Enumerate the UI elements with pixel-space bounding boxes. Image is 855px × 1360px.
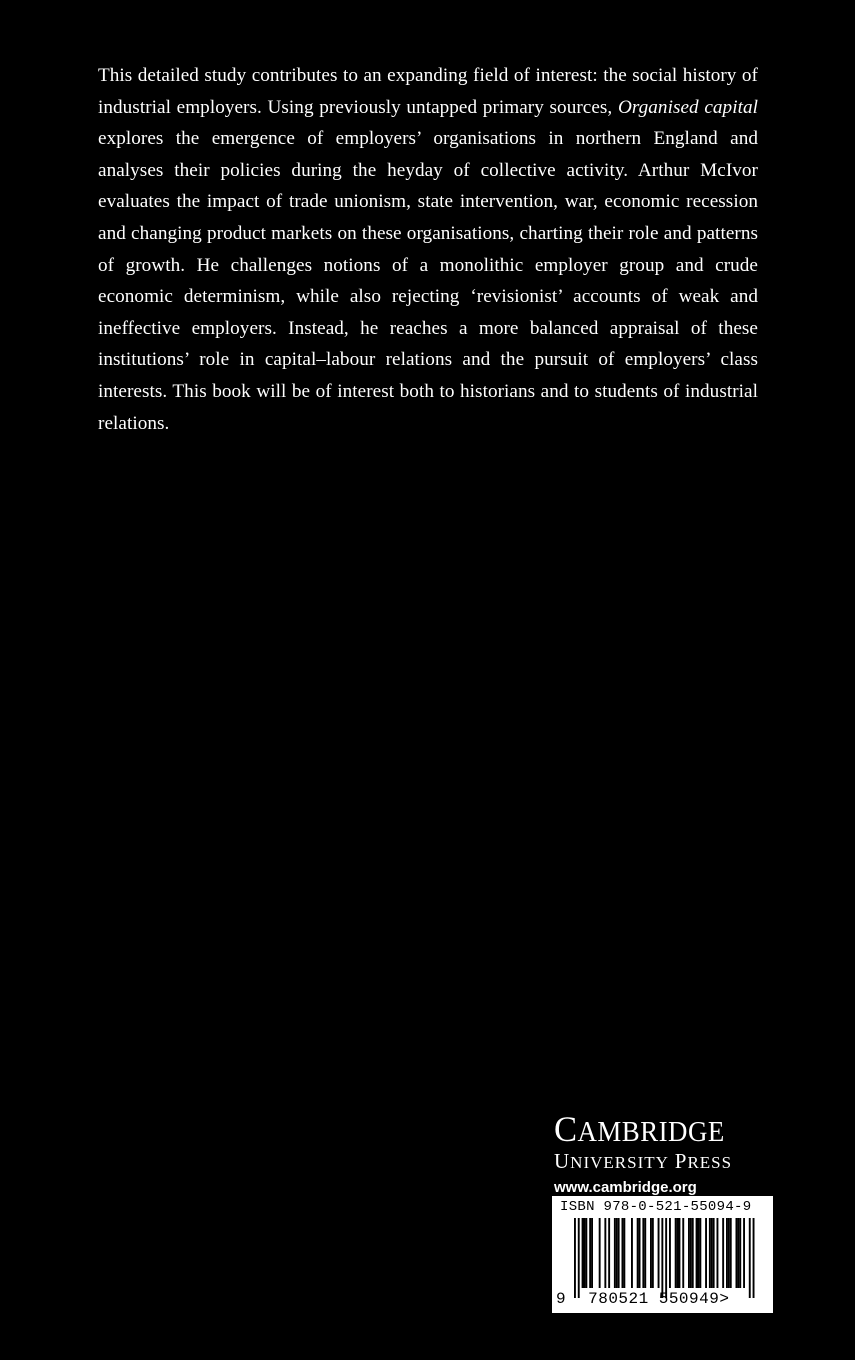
barcode-bar	[599, 1218, 601, 1288]
barcode-bar	[631, 1218, 633, 1288]
barcode-bar	[639, 1218, 641, 1288]
barcode-bar	[699, 1218, 701, 1288]
barcode-bar	[585, 1218, 587, 1288]
barcode-bar	[753, 1218, 755, 1298]
barcode-bar	[637, 1218, 639, 1288]
barcode-bar	[717, 1218, 719, 1288]
barcode-bar	[692, 1218, 694, 1288]
barcode-bar	[682, 1218, 684, 1288]
barcode-bar	[661, 1218, 663, 1298]
barcode-bar	[584, 1218, 586, 1288]
barcode-bar	[644, 1218, 646, 1288]
barcode-digit-lead: 9	[556, 1290, 567, 1308]
barcode-bar	[709, 1218, 711, 1288]
barcode-bar	[616, 1218, 618, 1288]
barcode-bar	[739, 1218, 741, 1288]
publisher-name: CAMBRIDGE	[554, 1109, 725, 1149]
barcode-bar	[730, 1218, 732, 1288]
barcode-bar	[582, 1218, 584, 1288]
barcode-bar	[736, 1218, 738, 1288]
barcode-digits	[556, 1289, 729, 1309]
publisher-logo	[554, 1111, 776, 1197]
barcode-bar	[591, 1218, 593, 1288]
barcode-bar	[608, 1218, 610, 1288]
barcode-bar	[642, 1218, 644, 1288]
back-cover-blurb	[98, 60, 758, 439]
barcode-bar	[589, 1218, 591, 1288]
barcode-bar	[728, 1218, 730, 1288]
barcode-bar	[713, 1218, 715, 1288]
barcode-bar	[722, 1218, 724, 1288]
blurb-text-rest: explores the emergence of employers’ organisations in northern England and analyses their policies during the heyday of collective activity. Arthur McIvor evaluates the impact of trade unionism, state intervention, war, economic recession and changing product markets on these organisations, charting their role and patterns of growth. He challenges notions of a monolithic employer group and crude economic determinism, while also rejecting ‘revisionist’ accounts of weak and ineffective employers. Instead, he reaches a more balanced appraisal of these institutions’ role in capital–labour relations and the pursuit of employers’ class interests. This book will be of interest both to historians and to students of industrial relations.	[98, 128, 758, 434]
barcode-bar	[711, 1218, 713, 1288]
barcode-bar	[705, 1218, 707, 1288]
barcode-bar	[679, 1218, 681, 1288]
barcode-bar	[578, 1218, 580, 1298]
barcode-bar	[737, 1218, 739, 1288]
barcode-bar	[652, 1218, 654, 1288]
barcode-bar	[618, 1218, 620, 1288]
barcode-bar	[604, 1218, 606, 1288]
barcode-digit-group-2: 550949	[658, 1290, 720, 1308]
isbn-label: ISBN 978-0-521-55094-9	[560, 1199, 752, 1215]
barcode-bar	[622, 1218, 624, 1288]
barcode-digit-tail: >	[719, 1290, 730, 1308]
publisher-subname: UNIVERSITY PRESS	[554, 1149, 733, 1173]
barcode-bar	[574, 1218, 576, 1298]
barcode-bar	[698, 1218, 700, 1288]
blurb-text-start: This detailed study contributes to an expanding field of interest: the social history of industrial employers. Using previously untapped primary sources,	[98, 65, 758, 118]
barcode-bar	[749, 1218, 751, 1298]
barcode-bar	[650, 1218, 652, 1288]
barcode-bar	[696, 1218, 698, 1288]
barcode-digit-group-1: 780521	[588, 1290, 649, 1308]
barcode-bar	[688, 1218, 690, 1288]
barcode-bar	[669, 1218, 671, 1288]
barcode-bar	[743, 1218, 745, 1288]
barcode-bar	[690, 1218, 692, 1288]
publisher-url: www.cambridge.org	[554, 1179, 697, 1196]
isbn-barcode	[552, 1196, 773, 1313]
barcode-bar	[623, 1218, 625, 1288]
barcode-bar	[677, 1218, 679, 1288]
barcode-bar	[675, 1218, 677, 1288]
barcode-bar	[665, 1218, 667, 1298]
barcode-bar	[658, 1218, 660, 1288]
blurb-book-title: Organised capital	[617, 96, 758, 118]
barcode-bar	[614, 1218, 616, 1288]
barcode-bar	[726, 1218, 728, 1288]
